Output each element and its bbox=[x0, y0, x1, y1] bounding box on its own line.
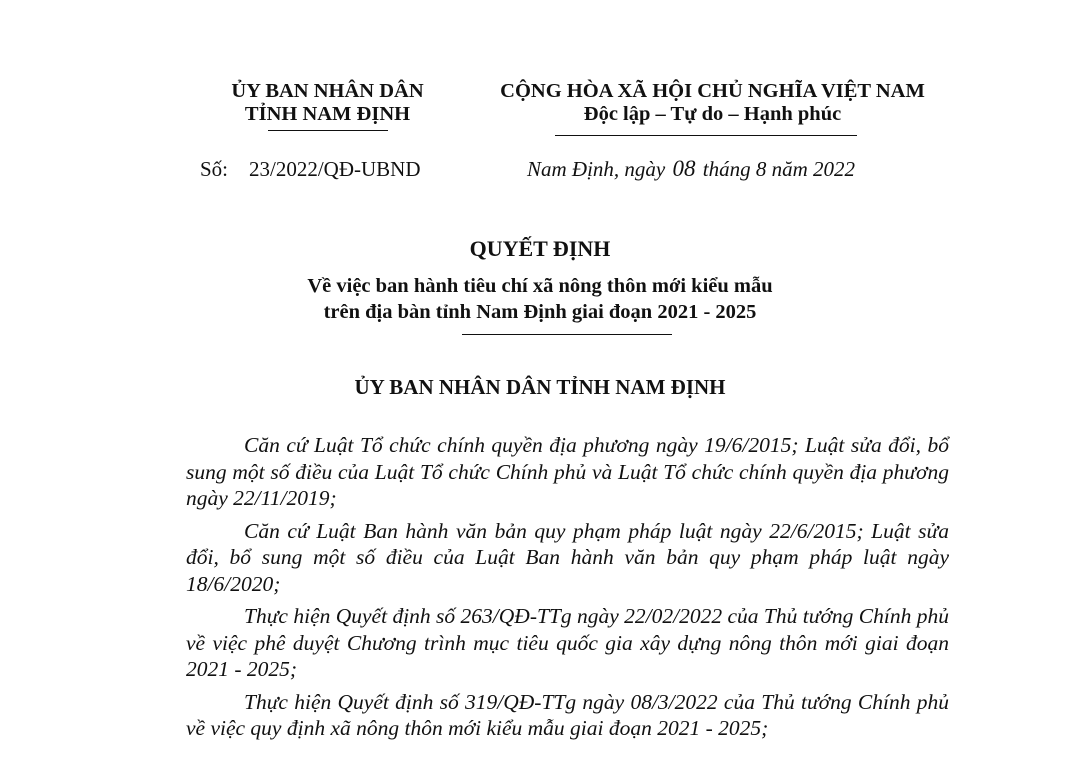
title-underline bbox=[462, 334, 672, 335]
place-date-suffix: tháng 8 năm 2022 bbox=[702, 157, 855, 181]
preamble-paragraph: Căn cứ Luật Tổ chức chính quyền địa phương ngày 19/6/2015; Luật sửa đổi, bổ sung một số điều của Luật Tổ chức Chính phủ và Luật Tổ chức chính quyền địa phương ngày 22/11/2019; bbox=[186, 433, 949, 510]
org-line-2: TỈNH NAM ĐỊNH bbox=[244, 103, 411, 125]
issuing-organization bbox=[200, 80, 455, 126]
place-date-prefix: Nam Định, ngày bbox=[527, 157, 666, 181]
national-header bbox=[470, 80, 955, 126]
preamble-paragraph: Căn cứ Luật Ban hành văn bản quy phạm pháp luật ngày 22/6/2015; Luật sửa đổi, bổ sung một số điều của Luật Ban hành văn bản quy phạm pháp luật ngày 18/6/2020; bbox=[186, 518, 949, 596]
preamble bbox=[186, 432, 949, 748]
place-date bbox=[527, 156, 855, 182]
document-number bbox=[200, 156, 421, 182]
preamble-paragraph: Thực hiện Quyết định số 319/QĐ-TTg ngày 08/3/2022 của Thủ tướng Chính phủ về việc quy định xã nông thôn mới kiểu mẫu giai đoạn 2021 - 2025; bbox=[186, 689, 949, 740]
subtitle-line-2: trên địa bàn tỉnh Nam Định giai đoạn 2021 - 2025 bbox=[323, 301, 757, 323]
document-number-label: Số: bbox=[200, 157, 229, 181]
place-date-day: 08 bbox=[672, 156, 696, 181]
motto-underline bbox=[555, 135, 857, 136]
nation-line-1: CỘNG HÒA XÃ HỘI CHỦ NGHĨA VIỆT NAM bbox=[500, 80, 925, 102]
decision-subtitle bbox=[0, 273, 1080, 325]
document-number-value: 23/2022/QĐ-UBND bbox=[249, 157, 421, 181]
motto-line: Độc lập – Tự do – Hạnh phúc bbox=[583, 103, 842, 125]
subtitle-line-1: Về việc ban hành tiêu chí xã nông thôn mới kiểu mẫu bbox=[307, 275, 773, 297]
decision-title: QUYẾT ĐỊNH bbox=[469, 236, 611, 261]
org-line-1: ỦY BAN NHÂN DÂN bbox=[231, 80, 424, 102]
preamble-paragraph: Thực hiện Quyết định số 263/QĐ-TTg ngày 22/02/2022 của Thủ tướng Chính phủ về việc phê duyệt Chương trình mục tiêu quốc gia xây dựng nông thôn mới giai đoạn 2021 - 2025; bbox=[186, 604, 949, 681]
issuing-authority: ỦY BAN NHÂN DÂN TỈNH NAM ĐỊNH bbox=[354, 375, 726, 399]
org-underline bbox=[268, 130, 388, 131]
